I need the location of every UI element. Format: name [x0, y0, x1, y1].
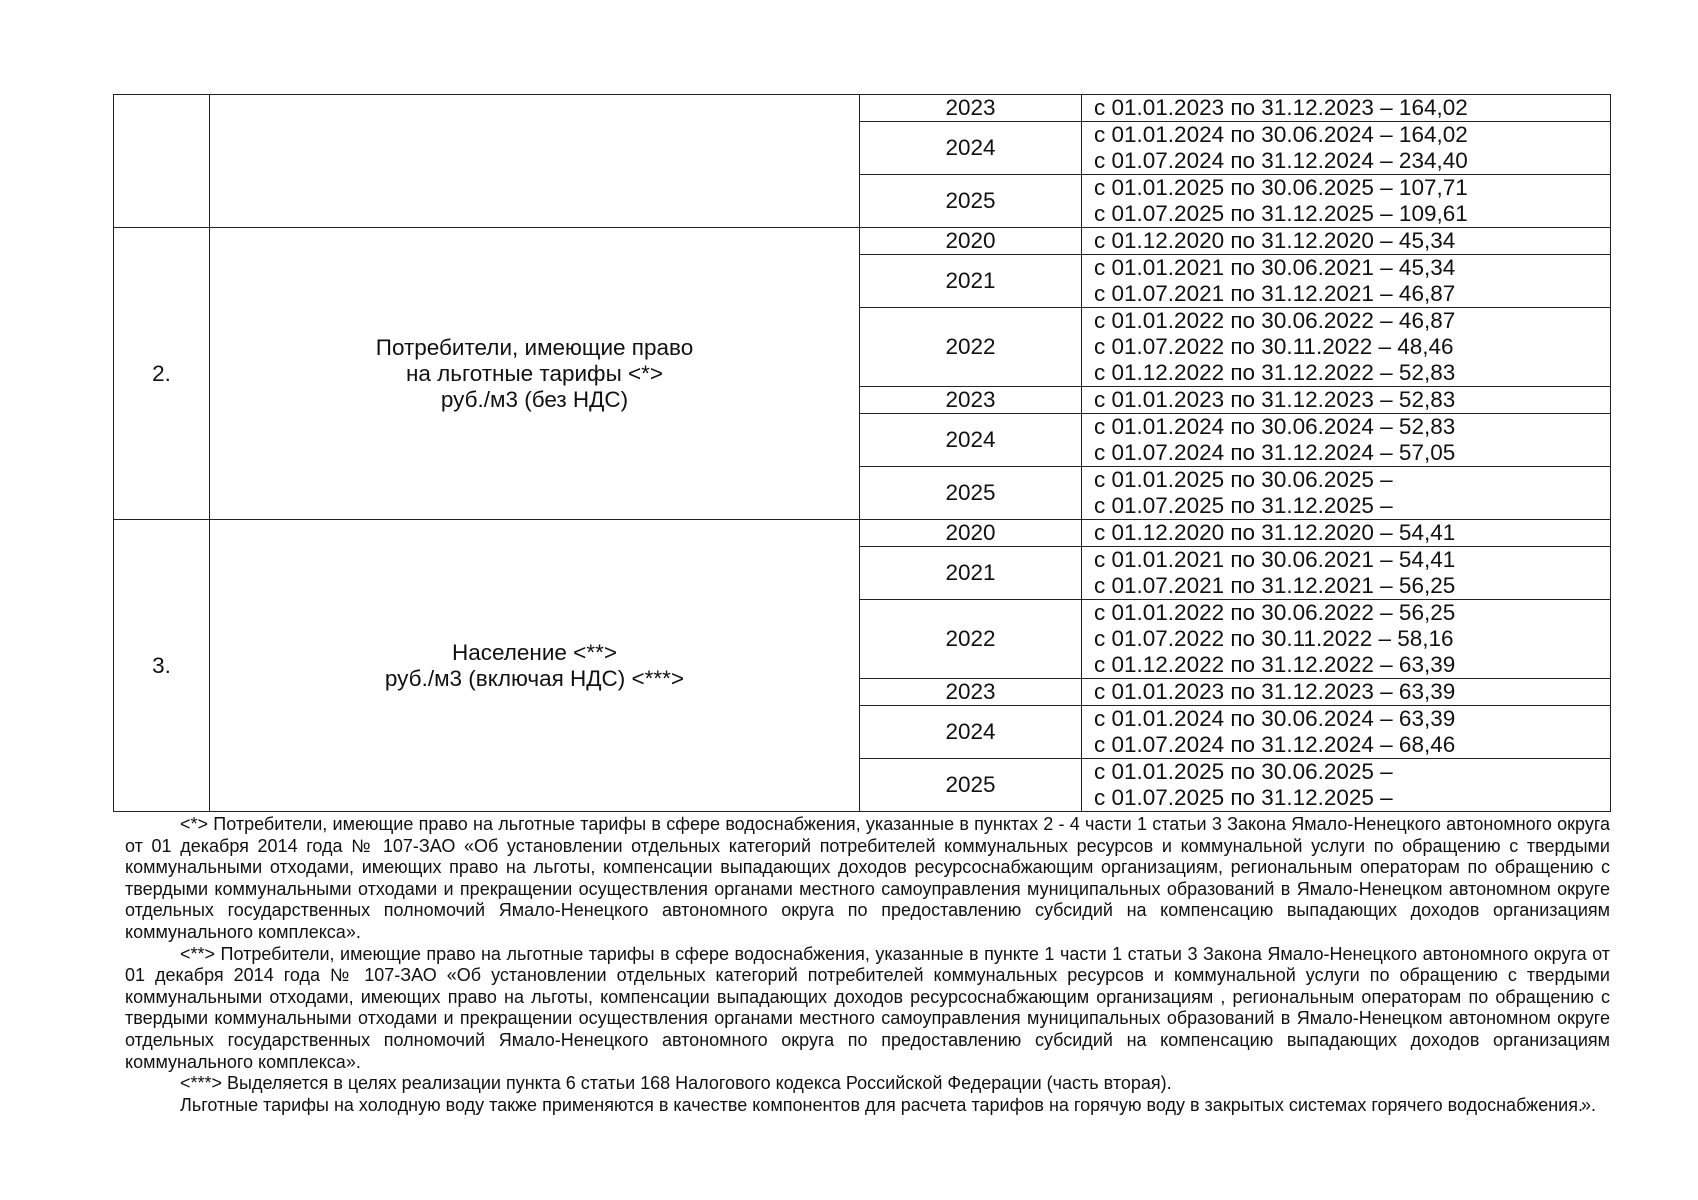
period-value: с 01.07.2025 по 31.12.2025 – [1094, 785, 1393, 810]
category-line: на льготные тарифы <*> [405, 360, 664, 386]
year-cell: 2023 [860, 95, 1082, 122]
category-line: руб./м3 (без НДС) [440, 386, 629, 412]
footnote-4 [125, 1095, 1610, 1117]
year-cell: 2022 [860, 308, 1082, 387]
year-cell: 2023 [860, 387, 1082, 414]
period-cell [1082, 228, 1611, 255]
year-cell: 2023 [860, 679, 1082, 706]
period-value: с 01.01.2021 по 30.06.2021 – 45,34 [1094, 255, 1456, 280]
period-value: с 01.07.2022 по 30.11.2022 – 58,16 [1094, 626, 1454, 651]
period-value: с 01.12.2022 по 31.12.2022 – 52,83 [1094, 360, 1456, 385]
period-value: с 01.12.2022 по 31.12.2022 – 63,39 [1094, 652, 1456, 677]
row-number: 2. [114, 228, 210, 520]
period-cell [1082, 122, 1611, 175]
period-value: с 01.01.2023 по 31.12.2023 – 164,02 [1094, 95, 1468, 120]
year-cell: 2021 [860, 547, 1082, 600]
consumer-category [210, 228, 860, 520]
period-cell [1082, 467, 1611, 520]
period-value: с 01.01.2023 по 31.12.2023 – 63,39 [1094, 679, 1456, 704]
consumer-category [210, 520, 860, 812]
period-value: с 01.07.2024 по 31.12.2024 – 57,05 [1094, 440, 1456, 465]
category-line: Население <**> [452, 639, 617, 665]
year-cell: 2021 [860, 255, 1082, 308]
year-cell: 2020 [860, 228, 1082, 255]
row-number [114, 95, 210, 228]
period-value: с 01.01.2024 по 30.06.2024 – 52,83 [1094, 414, 1456, 439]
period-value: с 01.12.2020 по 31.12.2020 – 45,34 [1094, 228, 1456, 253]
period-value: с 01.01.2025 по 30.06.2025 – [1094, 759, 1393, 784]
footnote-4-text: Льготные тарифы на холодную воду также применяются в качестве компонентов для расчета тарифов на горячую воду в закрытых системах горячего водоснабжения. [180, 1094, 1583, 1115]
year-cell: 2025 [860, 467, 1082, 520]
table-row [114, 228, 1611, 255]
period-cell [1082, 600, 1611, 679]
period-value: с 01.12.2020 по 31.12.2020 – 54,41 [1094, 520, 1456, 545]
period-cell [1082, 547, 1611, 600]
tariff-table [113, 94, 1611, 812]
period-value: с 01.07.2024 по 31.12.2024 – 234,40 [1094, 148, 1468, 173]
year-cell: 2024 [860, 706, 1082, 759]
footnote-1: <*> Потребители, имеющие право на льготные тарифы в сфере водоснабжения, указанные в пунктах 2 - 4 части 1 статьи 3 Закона Ямало-Ненецкого автономного округа от 01 декабря 2014 года № 107-ЗАО «Об установлении отдельных категорий потребителей коммунальных ресурсов и коммунальной услуги по обращению с твердыми коммунальными отходами, имеющих право на льготы, компенсации выпадающих доходов ресурсоснабжающим организациям, региональным операторам по обращению с твердыми коммунальными отходами и прекращении осуществления органами местного самоуправления муниципальных образований в Ямало-Ненецком автономном округе отдельных государственных полномочий Ямало-Ненецкого автономного округа по предоставлению субсидий на компенсацию выпадающих доходов организациям коммунального комплекса». [125, 814, 1610, 942]
period-cell [1082, 308, 1611, 387]
period-cell [1082, 175, 1611, 228]
tariff-table-body [114, 95, 1611, 812]
year-cell: 2024 [860, 414, 1082, 467]
period-value: с 01.01.2024 по 30.06.2024 – 63,39 [1094, 706, 1456, 731]
period-cell [1082, 520, 1611, 547]
period-value: с 01.01.2025 по 30.06.2025 – 107,71 [1094, 175, 1468, 200]
consumer-category [210, 95, 860, 228]
period-cell [1082, 95, 1611, 122]
document-body [113, 94, 1610, 1116]
table-row [114, 520, 1611, 547]
year-cell: 2022 [860, 600, 1082, 679]
row-number: 3. [114, 520, 210, 812]
period-cell [1082, 679, 1611, 706]
period-value: с 01.01.2022 по 30.06.2022 – 56,25 [1094, 600, 1456, 625]
year-cell: 2020 [860, 520, 1082, 547]
period-value: с 01.07.2025 по 31.12.2025 – [1094, 493, 1393, 518]
period-value: с 01.01.2025 по 30.06.2025 – [1094, 467, 1393, 492]
period-value: с 01.07.2025 по 31.12.2025 – 109,61 [1094, 201, 1468, 226]
period-cell [1082, 759, 1611, 812]
table-row [114, 95, 1611, 122]
year-cell: 2024 [860, 122, 1082, 175]
period-value: с 01.01.2024 по 30.06.2024 – 164,02 [1094, 122, 1468, 147]
period-value: с 01.07.2022 по 30.11.2022 – 48,46 [1094, 334, 1454, 359]
closing-quote-mark: ». [1580, 1094, 1596, 1115]
period-value: с 01.07.2024 по 31.12.2024 – 68,46 [1094, 732, 1456, 757]
period-value: с 01.07.2021 по 31.12.2021 – 46,87 [1094, 281, 1456, 306]
period-value: с 01.07.2021 по 31.12.2021 – 56,25 [1094, 573, 1456, 598]
year-cell: 2025 [860, 759, 1082, 812]
period-cell [1082, 706, 1611, 759]
year-cell: 2025 [860, 175, 1082, 228]
category-line: руб./м3 (включая НДС) <***> [384, 665, 685, 691]
period-cell [1082, 414, 1611, 467]
period-cell [1082, 255, 1611, 308]
period-cell [1082, 387, 1611, 414]
period-value: с 01.01.2022 по 30.06.2022 – 46,87 [1094, 308, 1456, 333]
period-value: с 01.01.2021 по 30.06.2021 – 54,41 [1094, 547, 1456, 572]
period-value: с 01.01.2023 по 31.12.2023 – 52,83 [1094, 387, 1456, 412]
footnote-2: <**> Потребители, имеющие право на льготные тарифы в сфере водоснабжения, указанные в пункте 1 части 1 статьи 3 Закона Ямало-Ненецкого автономного округа от 01 декабря 2014 года № 107-ЗАО «Об установлении отдельных категорий потребителей коммунальных ресурсов и коммунальной услуги по обращению с твердыми коммунальными отходами, имеющих право на льготы, компенсации выпадающих доходов ресурсоснабжающим организациям , региональным операторам по обращению с твердыми коммунальными отходами и прекращении осуществления органами местного самоуправления муниципальных образований в Ямало-Ненецком автономном округе отдельных государственных полномочий Ямало-Ненецкого автономного округа по предоставлению субсидий на компенсацию выпадающих доходов организациям коммунального комплекса». [125, 943, 1610, 1072]
footnotes [113, 814, 1610, 1116]
category-line: Потребители, имеющие право [375, 334, 694, 360]
footnote-3: <***> Выделяется в целях реализации пункта 6 статьи 168 Налогового кодекса Российской Федерации (часть вторая). [180, 1073, 1172, 1094]
